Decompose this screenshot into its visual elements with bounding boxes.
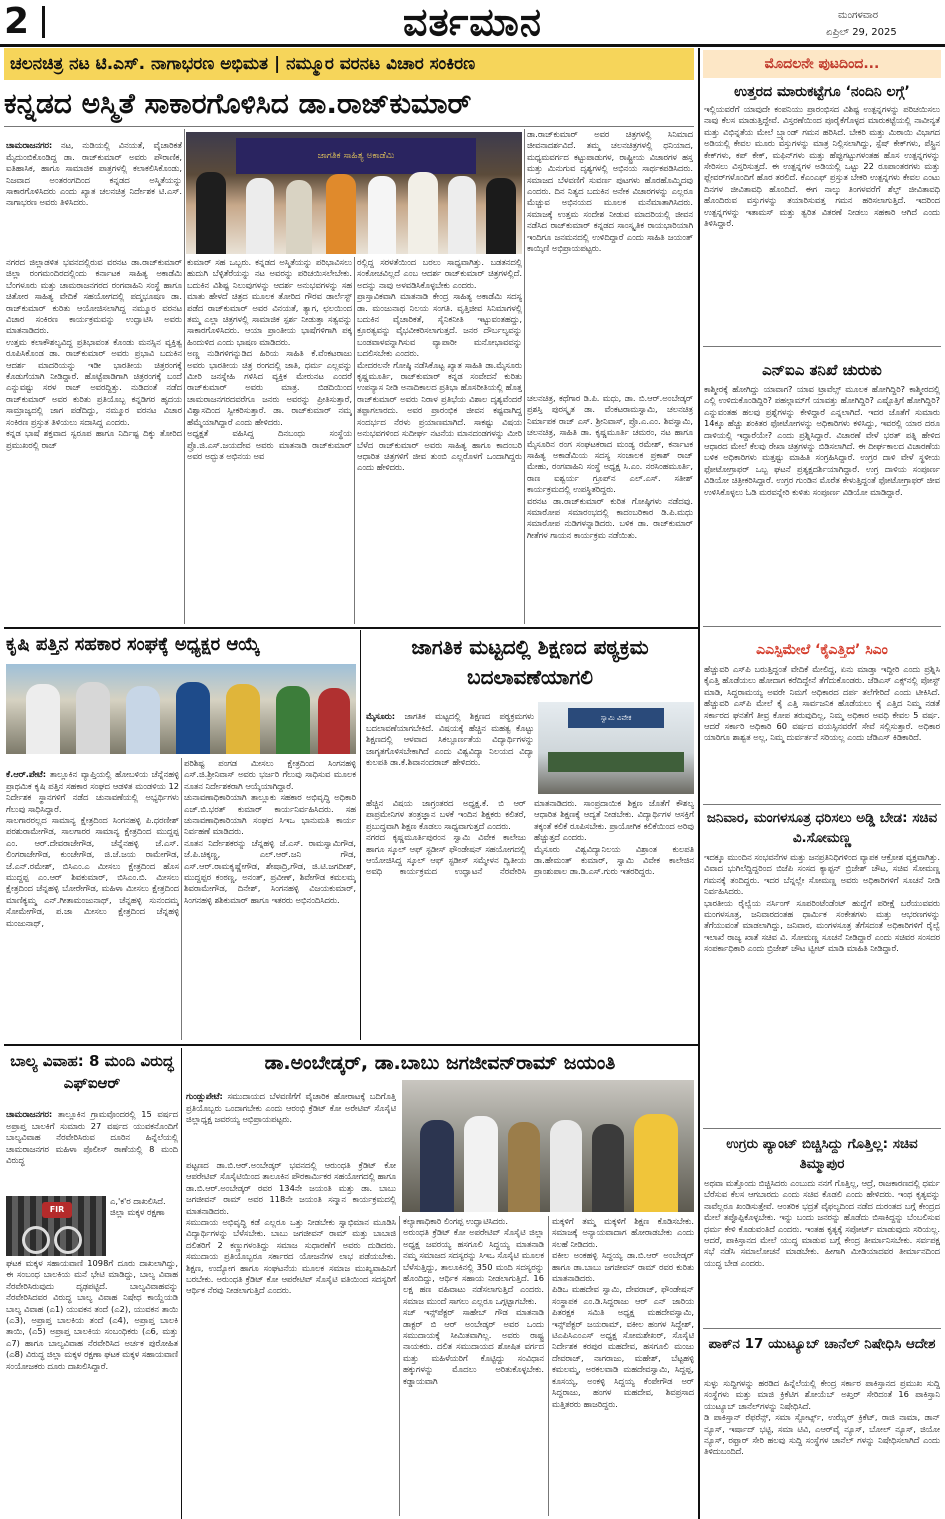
mangalsutra-headline: ಜನಿವಾರ, ಮಂಗಳಸೂತ್ರ ಧರಿಸಲು ಅಡ್ಡಿ ಬೇಡ: ಸಚಿವ ವಿ.ಸೋಮಣ್ಣ [706,810,938,846]
lead-col1b: ನಗರದ ಜಿಲ್ಲಾಡಳಿತ ಭವನದಲ್ಲಿರುವ ವರನಟ ಡಾ.ರಾಜ್‌ಕುಮಾರ್ ಜಿಲ್ಲಾ ರಂಗಮಂದಿರದಲ್ಲಿಂದು ಕರ್ನಾಟಕ ಸಾಹಿತ್ಯ ಅಕಾಡೆಮಿ ಬೆಂಗಳೂರು ಮತ್ತು ಚಾಮರಾಜನಗರದ ರಂಗವಾಹಿನಿ ಸಂಸ್ಥೆ ಹಾಗೂ ಚಿತೋರ ಸಾಹಿತ್ಯ ವೇದಿಕೆ ಸಹಯೋಗದಲ್ಲಿ ಪದ್ಮಭೂಷಣ ಡಾ. ರಾಜ್‌ಕುಮಾರ್ ಕುರಿತು ಆಯೋಜಿಸಲಾಗಿದ್ದ ನಮ್ಮೂರ ವರನಟ ವಿಚಾರ ಸಂಕಿರಣ ಕಾರ್ಯಕ್ರಮವನ್ನು ಉದ್ಘಾಟಿಸಿ ಅವರು ಮಾತನಾಡಿದರು. ಉತ್ತಮ ಕಲಾಕೌಶಲ್ಯವಿದ್ದ ಪ್ರತಿಭಾವಂತ ಕೊಂಡು ಮನಸ್ಸಿನ ವ್ಯಕ್ತಿತ್ವ ರೂಪಿಸಿಕೊಂಡ ಡಾ. ರಾಜ್‌ಕುಮಾರ್ ಅವರು ಪ್ರಭಾವಿ ಬದುಕಿನ ಆದರ್ಶ ಮಾದರಿಯನ್ನು ಇಡೀ ಭಾರತೀಯ ಚಿತ್ರರಂಗಕ್ಕೆ ಕೊಡುಗೆಯಾಗಿ ನೀಡಿದ್ದಾರೆ. ಹೊಟ್ಟೆಪಾಡಿಗಾಗಿ ಚಿತ್ರರಂಗಕ್ಕೆ ಬಂದೆ ಎನ್ನುವಷ್ಟು ಸರಳ ರಾಜ್ ಅವರದ್ದಿತ್ತು. ನುಡಿದಂತೆ ನಡೆದ ರಾಜ್‌ಕುಮಾರ್ ಅವರ ಕುರಿತು ಪ್ರತಿಯೊಬ್ಬ ಕನ್ನಡಿಗರ ಹೃದಯ ಸಾಮ್ರಾಜ್ಯದಲ್ಲಿ ಜಾಗ ಪಡೆದಿದ್ದು, ನಮ್ಮೂರ ವರನಟ ವಿಚಾರ ಸಂಕಿರಣ ಪ್ರಸ್ತುತ ತಿಳಿಯಲು ಸದಾಸಿದ್ದ ಎಂದರು. ಕನ್ನಡ ಭಾಷೆ ಶಕ್ತವಾದ ಸ್ವರೂಪ ಹಾಗೂ ನಿರ್ದಿಷ್ಟ ದಿಕ್ಕು ತೋರಿದ ಪ್ರಮುಖರಲ್ಲಿ ರಾಜ್ [6,257,182,450]
person-figure [592,1124,624,1212]
lead-photo [186,132,522,254]
col-rule [184,129,185,624]
col-rule [354,257,355,624]
youtube-body: ಸುಳ್ಳು ಸುದ್ದಿಗಳನ್ನು ಹರಡಿದ ಹಿನ್ನೆಲೆಯಲ್ಲಿ ಕೇಂದ್ರ ಸರ್ಕಾರ ಪಾಕಿಸ್ತಾನದ ಪ್ರಮುಖ ಸುದ್ದಿ ಸಂಸ್ಥೆಗಳು ಮತ್ತು ಮಾಜಿ ಕ್ರಿಕೆಟಿಗ ಶೋಯೆಬ್ ಅಖ್ತರ್ ಸೇರಿದಂತೆ 16 ಪಾಕಿಸ್ತಾನಿ ಯುಟ್ಯೂಬ್ ಚಾನೆಲ್‌ಗಳನ್ನು ನಿಷೇಧಿಸಿದೆ. ಡಿ ಪಾಕಿಸ್ತಾನ್ ರೆಫರೆನ್ಸ್, ಸಮಾ ಸ್ಪೋರ್ಟ್ಸ್, ಉಝೈರ್ ಕ್ರಿಕೆಟ್, ರಾಜಿ ನಾಮಾ, ಡಾನ್ ನ್ಯೂಸ್, ಇರ್ಷಾದ್ ಭಟ್ಟಿ, ಸಮಾ ಟಿವಿ, ಎಆರ್‌ವೈ ನ್ಯೂಸ್, ಬೋಲ್ ನ್ಯೂಸ್, ಜಿಯೋ ನ್ಯೂಸ್, ರಫ್ತಾರ್ ಸೇರಿ ಹಲವು ಸುದ್ದಿ ಸಂಸ್ಥೆಗಳ ಚಾನೆಲ್ ಗಳನ್ನು ನಿಷೇಧಿಸಲಾಗಿದೆ ಎಂದು ತಿಳಿದುಬಂದಿದೆ. [704,1378,940,1457]
masthead-date: ಏಪ್ರಿಲ್ 29, 2025 [826,27,897,38]
lead-rule [4,126,694,127]
balya-body1-text: ತಾಲ್ಲೂಕಿನ ಗ್ರಾಮವೊಂದರಲ್ಲಿ 15 ವರ್ಷದ ಅಪ್ರಾಪ್ತ ಬಾಲಕಿಗೆ ಸುಮಾರು 27 ವರ್ಷದ ಯುವಕನೊಂದಿಗೆ ಬಾಲ್ಯವಿವಾಹ ನೆರವೇರಿಸಿರುವ ದೂರಿನ ಹಿನ್ನೆಲೆಯಲ್ಲಿ ಚಾಮರಾಜನಗರ ಮಹಿಳಾ ಪೊಲೀಸ್ ಠಾಣೆಯಲ್ಲಿ 8 ಮಂದಿ ವಿರುದ್ಧ [6,1109,178,1166]
person-figure [26,684,60,754]
person-figure [448,176,476,254]
person-figure [550,1120,582,1212]
person-figure [634,1114,678,1212]
col-rule [399,1216,400,1516]
shikshana-photo-banner: ಸ್ವಾಮಿ ವಿವೇಕ [568,708,664,728]
sidebar-rule [698,48,700,1519]
section-rule [703,1128,941,1129]
masthead-day: ಮಂಗಳವಾರ [838,10,879,21]
ambedkar-photo [402,1080,694,1212]
krishi-photo [6,664,356,754]
section-rule [703,804,941,805]
section-vrule [360,630,361,1040]
krishi-col1-text: ತಾಲ್ಲೂಕಿನ ವ್ಯಾಪ್ತಿಯಲ್ಲಿ ಹೋಬಳಿಯ ಚೆನ್ನೆನಹಳ್ಳಿ ಪ್ರಾಥಮಿಕ ಕೃಷಿ ಪತ್ತಿನ ಸಹಕಾರ ಸಂಘದ ಆಡಳಿತ ಮಂಡಳಿಯ 12 ನಿರ್ದೇಶಕ ಸ್ಥಾನಗಳಿಗೆ ನಡೆದ ಚುನಾವಣೆಯಲ್ಲಿ ಅಭ್ಯರ್ಥಿಗಳು ಗೆಲುವು ಸಾಧಿಸಿದ್ದಾರೆ. ಸಾಲಗಾರರಲ್ಲದ ಸಾಮಾನ್ಯ ಕ್ಷೇತ್ರದಿಂದ ಸಿಂಗನಹಳ್ಳಿ ಪಿ.ಧರಣೀಶ್ ಪರಶುರಾಮೇಗೌಡ, ಸಾಲಗಾರರ ಸಾಮಾನ್ಯ ಕ್ಷೇತ್ರದಿಂದ ಮುದ್ದಪ್ಪ ಎಂ. ಆರ್.ದೇವರಾಜೇಗೌಡ, ಚೆನ್ನೆನಹಳ್ಳಿ ಜೆ.ಎಸ್. ಲಿಂಗರಾಜೇಗೌಡ, ಕುಂಚೇಗೌಡ, ಜಿ.ಜೆ.ಜಯ ರಾಮೇಗೌಡ, ಜೆ.ಎನ್.ರಮೇಶ್, ಬಿಸಿಎಂ.ಎ ಮೀಸಲು ಕ್ಷೇತ್ರದಿಂದ ಹೊಸ ಮುದ್ದಪ್ಪ ಎಂ.ಆರ್ ಶಿವಕುಮಾರ್, ಬಿಸಿಎಂ.ಬಿ. ಮೀಸಲು ಕ್ಷೇತ್ರದಿಂದ ಚೆನ್ನಹಳ್ಳಿ ಬೋರೇಗೌಡ, ಮಹಿಳಾ ಮೀಸಲು ಕ್ಷೇತ್ರದಿಂದ ಮಾಣಿಕ್ಯಮ್ಮ ಎನ್.ಗೀತಾಮಂಜುನಾಥ್, ಚೆನ್ನಹಳ್ಳಿ ಸುನಂದಮ್ಮ ಸೋಮೇಗೌಡ, ಪ.ಜಾ ಮೀಸಲು ಕ್ಷೇತ್ರದಿಂದ ಚೆನ್ನಹಳ್ಳಿ ಮಂಜುನಾಥ್, [6,769,179,928]
nia-headline: ಎನ್‌ಐಎ ತನಿಖೆ ಚುರುಕು [762,361,882,379]
lead-col4a: ಡಾ.ರಾಜ್‌ಕುಮಾರ್ ಅವರ ಚಿತ್ರಗಳಲ್ಲಿ ಸಿನಿಮಾದ ಜೀವನಾದರ್ಶವಿದೆ. ತಮ್ಮ ಚಲನಚಿತ್ರಗಳಲ್ಲಿ ಧನಿಯಾದ, ಮಧ್ಯಮವರ್ಗದ ಕಟ್ಟುಪಾಡುಗಳ, ರಾಷ್ಟ್ರೀಯ ವಿಚಾರಗಳ ಹಸ್ತ ಮತ್ತು ಮಿನುಗುವ ದೃಶ್ಯಗಳಲ್ಲಿ ಅಭಿನಯ ಸಾರ್ಥಕಪಡಿಸಿದರು. ಸಮಾಜದ ಬೆಳವಣಿಗೆ ಸುವರ್ಣ ಪುಟಗಳು ಹೊರಹೊಮ್ಮಿದವು ಎಂದರು. ದಿನ ನಿತ್ಯದ ಬದುಕಿನ ಅನೇಕ ವಿಚಾರಗಳನ್ನು ಎಲ್ಲರೂ ಮೆಚ್ಚುವ ಅಭಿನಯದ ಮೂಲಕ ಮನೆಮಾತಾಗಿಸಿದರು. ಸಮಾಜಕ್ಕೆ ಉತ್ತಮ ಸಂದೇಶ ನೀಡುವ ಮಾದರಿಯಲ್ಲಿ ಜೀವನ ನಡೆಸಿದ ರಾಜ್‌ಕುಮಾರ್ ಕನ್ನಡದ ಸಾಂಸ್ಕೃತಿಕ ರಾಯಭಾರಿಯಾಗಿ ಇಂದಿಗೂ ಜನಮನದಲ್ಲಿ ಉಳಿದಿದ್ದಾರೆ ಎಂದು ಸಾಹಿತಿ ಜಯಂತ್ ಕಾಯ್ಕಿಣಿ ಅಭಿಪ್ರಾಯಪಟ್ಟರು. [527,129,693,254]
ambedkar-col2: ಕಲ್ಯಾಣಾಧಿಕಾರಿ ಲಿಂಗಪ್ಪ ಉದ್ಘಾಟಿಸಿದರು. ಅರುಂಧತಿ ಕ್ರೆಡಿಟ್ ಕೋ ಅಪರೇಟಿವ್ ಸೊಸೈಟಿ ಜಿಲ್ಲಾ ಅಧ್ಯಕ್ಷ ಜವರಯ್ಯ ಹಸಗೂಲಿ ಸಿದ್ದಯ್ಯ ಮಾತನಾಡಿ ನಮ್ಮ ಸಮಾಜದ ಸದಸ್ಯರನ್ನು ಸಿಇಒ ಸೊಸೈಟಿ ಮೂಲಕ ಬೆಳೆಸುತ್ತಿದ್ದು, ತಾಲೂಕಿನಲ್ಲಿ 350 ಮಂದಿ ಸದಸ್ಯರನ್ನು ಹೊಂದಿದ್ದು, ಆರ್ಥಿಕ ಸಹಾಯ ನೀಡಲಾಗುತ್ತಿದೆ. 16 ಲಕ್ಷ ಹಣ ವಹಿವಾಟು ನಡೆಸಲಾಗುತ್ತಿದೆ ಎಂದರು. ಸಮಾಜ ಮುಂದೆ ಸಾಗಲು ಎಲ್ಲರೂ ಒಗ್ಗಟ್ಟಾಗಬೇಕು. ಸಚ್ ಇನ್ಸ್‌ಪೆಕ್ಟರ್ ಸಾಹೇಬ್ ಗೌಡ ಮಾತನಾಡಿ ಡಾಕ್ಟರ್ ಬಿ ಆರ್ ಅಂಬೇಡ್ಕರ್ ಅವರ ಒಂದು ಸಮುದಾಯಕ್ಕೆ ಸೀಮಿತವಾಗಿಲ್ಲ. ಅವರು ರಾಷ್ಟ್ರ ನಾಯಕರು. ದಲಿತ ಸಮುದಾಯದ ಶೋಷಿತ ವರ್ಗದ ಮತ್ತು ಮಹಿಳೆಯರಿಗೆ ಕೊಟ್ಟಿದ್ದು ಸಂವಿಧಾನ ಹಕ್ಕುಗಳನ್ನು ಮೊದಲು ಅರಿತುಕೊಳ್ಳಬೇಕು. ಕಡ್ಡಾಯವಾಗಿ [403,1216,544,1386]
person-figure [246,178,274,254]
shikshana-body: ಹೆಚ್ಚಿನ ವಿಷಯ ಜಾಗ್ರಂತರದ ಅಧ್ಯಕ್ಷ.ಕೆ. ಬಿ ಆರ್ ಪಾಪ್ರಮೇನಿಗಳ ತಂತ್ರಜ್ಞಾನ ಬಳಕೆ ಇಂದಿನ ಶಿಕ್ಷಕರು ಕಲಿತರೆ, ಪ್ರಬುದ್ಧವಾಗಿ ಶಿಕ್ಷಣ ಕೊಡಲು ಸಾಧ್ಯವಾಗುತ್ತದೆ ಎಂದರು. ನಗರದ ಕೃಷ್ಣಮೂರ್ತಿಪುರಂನ ಸ್ವಾಮಿ ವಿವೇಕ ಕಾಲೇಜು ಹಾಗೂ ಸ್ಕೂಲ್ ಆಫ್ ಸ್ಟಡೀಸ್ ಫೌಂಡೇಷನ್ ಸಹಯೋಗದಲ್ಲಿ ಆಯೋಜಿಸಿದ್ದ ಸ್ಕೂಲ್ ಆಫ್ ಸ್ಟಡೀಸ್ ಸಮ್ಮೇಳನ ದ್ವಿತೀಯ ಅವಧಿ ಕಾರ್ಯಕ್ರಮದ ಉದ್ಘಾಟನೆ ನೆರವೇರಿಸಿ ಮಾತನಾಡಿದರು. ಸಾಂಪ್ರದಾಯಿಕ ಶಿಕ್ಷಣ ಜೊತೆಗೆ ಕೌಶಲ್ಯ ಆಧಾರಿತ ಶಿಕ್ಷಣಕ್ಕೆ ಆದ್ಯತೆ ನೀಡಬೇಕು. ವಿದ್ಯಾರ್ಥಿಗಳ ಆಸಕ್ತಿಗೆ ತಕ್ಕಂತೆ ಕಲಿಕೆ ರೂಪಿಸಬೇಕು. ಪ್ರಾಯೋಗಿಕ ಕಲಿಕೆಯಿಂದ ಅರಿವು ಹೆಚ್ಚುತ್ತದೆ ಎಂದರು. ಮೈಸೂರು ವಿಶ್ವವಿದ್ಯಾನಿಲಯ ವಿಶ್ರಾಂತ ಕುಲಪತಿ ಡಾ.ಹೇಮಂತ್ ಕುಮಾರ್, ಸ್ವಾಮಿ ವಿವೇಕ ಕಾಲೇಜಿನ ಪ್ರಾಂಶುಪಾಲ ಡಾ.ಡಿ.ಎಸ್.ಗುರು ಇತರರಿದ್ದರು. [366,798,694,877]
ambedkar-intro [186,1080,396,1158]
balya-headline: ಬಾಲ್ಯ ವಿವಾಹ: 8 ಮಂದಿ ವಿರುದ್ಧ ಎಫ್‌ಐಆರ್ [10,1052,174,1092]
masthead-title: ವರ್ತಮಾನ [403,0,542,44]
lead-photo-banner: ಜಾಗತಿಕ ಸಾಹಿತ್ಯ ಅಕಾಡೆಮಿ [236,138,476,174]
lead-col1a [6,129,182,255]
col-rule [181,758,182,1040]
person-figure [464,1116,498,1212]
person-figure [326,174,356,254]
mangalsutra-body: ಇದಕ್ಕೂ ಮುಂದಿನ ಸಂಭವನೆಗಳ ಮತ್ತು ಜನಪ್ರತಿನಿಧಿಗಳಿಂದ ವ್ಯಾಪಕ ಆಕ್ರೋಶ ವ್ಯಕ್ತವಾಗಿತ್ತು. ವಿವಾದ ಭುಗಿಲೆದ್ದಿದ್ದರಿಂದ ಬಿಜೆಪಿ ಸಂಸದ ಕ್ಯಾಪ್ಟನ್ ಬ್ರಿಜೇಶ್ ಚೌಟ, ಸಚಿವ ಸೋಮಣ್ಣ ಗಮನಕ್ಕೆ ತಂದಿದ್ದರು. ಇದರ ಬೆನ್ನಲ್ಲೇ ಸೋಮಣ್ಣ ಅವರು ಅಧಿಕಾರಿಗಳಿಗೆ ಸೂಚನೆ ನೀಡಿ ನಿರ್ವಹಿಸಿದರು. ಭಾರತೀಯ ರೈಲ್ವೆಯ ನರ್ಸಿಂಗ್ ಸೂಪರಿಂಟೆಂಡೆಂಟ್ ಹುದ್ದೆಗೆ ಪರೀಕ್ಷೆ ಬರೆಯುವವರು ಮಂಗಳಸೂತ್ರ, ಜನಿವಾರದಂತಹ ಧಾರ್ಮಿಕ ಸಂಕೇತಗಳು ಮತ್ತು ಆಭರಣಗಳನ್ನು ತೆಗೆಯುವಂತೆ ಮಾಡಲಾಗಿದ್ದು, ಜನಿವಾರ, ಮಂಗಳಸೂತ್ರ ತೆಗೆಸದಂತೆ ಅಧಿಕಾರಿಗಳಿಗೆ ರೈಲ್ವೆ ಇಲಾಖೆ ರಾಜ್ಯ ಖಾತೆ ಸಚಿವ ವಿ. ಸೋಮಣ್ಣ ಸೂಚನೆ ನೀಡಿದ್ದಾರೆ ಎಂದು ಸಚಿವರ ಸಂಸದರ ಸಂಪರ್ಕಾಧಿಕಾರಿ ಎಂದು ಬ್ರಿಜೇಶ್ ಚೌಟ ಟ್ವೀಟ್ ಮಾಡಿ ಮಾಹಿತಿ ನೀಡಿದ್ದಾರೆ. [704,852,940,954]
handcuff-icon [54,1226,82,1254]
krishi-col2: ಪರಿಶಿಷ್ಟ ಪಂಗಡ ಮೀಸಲು ಕ್ಷೇತ್ರದಿಂದ ಸಿಂಗನಹಳ್ಳಿ ಎಸ್.ಜಿ.ಶ್ರೀನಿವಾಸ್ ಅವರು ಭರ್ಜರಿ ಗೆಲುವು ಸಾಧಿಸುವ ಮೂಲಕ ನೂತನ ನಿರ್ದೇಶಕರಾಗಿ ಆಯ್ಕೆಯಾಗಿದ್ದಾರೆ. ಚುನಾವಣಾಧಿಕಾರಿಯಾಗಿ ತಾಲ್ಲೂಕು ಸಹಕಾರ ಅಭಿವೃದ್ಧಿ ಅಧಿಕಾರಿ ಎಚ್.ಬಿ.ಭರತ್ ಕುಮಾರ್ ಕಾರ್ಯನಿರ್ವಹಿಸಿದರು. ಸಹ ಚುನಾವಣಾಧಿಕಾರಿಯಾಗಿ ಸಂಘದ ಸಿಇಒ ಭಾನುಮತಿ ಕಾರ್ಯ ನಿರ್ವಹಣೆ ಮಾಡಿದರು. ನೂತನ ನಿರ್ದೇಶಕರನ್ನು ಚೆನ್ನಹಳ್ಳಿ ಜೆ.ಎಸ್. ರಾಮಸ್ವಾಮಿಗೌಡ, ಜೆ.ಪಿ.ಚಿಕ್ಕಣ್ಣ, ಎಲ್.ಆರ್.ಜನಿ ಗೌಡ, ಎಸ್.ಆರ್.ರಾಮಕೃಷ್ಣೇಗೌಡ, ಶೇಷಾದ್ರಿ,ಗೌಡ, ಜಿ.ಟಿ.ಜಗದೀಶ್, ಮುದ್ದಪ್ಪರ ಕಂಠಣ್ಣ, ಅನಂತ್, ಪ್ರವೀಣ್, ಶಿವೇಗೌಡ ಕಮಲಮ್ಮ ಶಿವರಾಮೇಗೌಡ, ದಿನೇಶ್, ಸಿಂಗನಹಳ್ಳಿ ವಿಜಯಕುಮಾರ್, ಸಿಂಗನಹಳ್ಳಿ ಶಶಿಕುಮಾರ್ ಹಾಗೂ ಇತರರು ಅಭಿನಂದಿಸಿದರು. [184,758,356,905]
lead-col4b: ಚಲನಚಿತ್ರ, ಕಥೆಗಾರ ಡಿ.ಪಿ. ಮಧು, ಡಾ. ಬಿ.ಆರ್.ಅಂಬೇಡ್ಕರ್ ಪ್ರಶಸ್ತಿ ಪುರಸ್ಕೃತ ಡಾ. ವೆಂಕಟರಾಮಸ್ವಾಮಿ, ಚಲನಚಿತ್ರ ನಿರ್ಮಾಪಕ ರಾಜ್ ಎಸ್. ಶ್ರೀನಿವಾಸ್, ಪ್ರೊ.ಎ.ಎಂ. ಶಿವಸ್ವಾಮಿ, ಚಲನಚಿತ್ರ, ಸಾಹಿತಿ ಡಾ. ಕೃಷ್ಣಮೂರ್ತಿ ಚಮರಂ, ನಟ ಹಾಗೂ ಮೈಸೂರಿನ ರಂಗ ಸಂಘಟಕರಾದ ಮಂಡ್ಯ ರಮೇಶ್, ಕರ್ನಾಟಕ ಸಾಹಿತ್ಯ ಅಕಾಡೆಮಿಯ ಸದಸ್ಯ ಸಂಚಾಲಕ ಪ್ರಕಾಶ್ ರಾಜ್ ಮೇಹು, ರಂಗವಾಹಿನಿ ಸಂಸ್ಥೆ ಅಧ್ಯಕ್ಷ ಸಿ.ಎಂ. ನರಸಿಂಹಮೂರ್ತಿ, ರಾಣ ಐಶ್ವರ್ಯ ಗ್ರೂಪ್‌ನ ಎಲ್.ಎಸ್. ಸತೀಶ್ ಕಾರ್ಯಕ್ರಮದಲ್ಲಿ ಉಪಸ್ಥಿತರಿದ್ದರು. ವರನಟ ಡಾ.ರಾಜ್‌ಕುಮಾರ್ ಕುರಿತ ಗೋಷ್ಠಿಗಳು ನಡೆದವು. ಸಮಾರೋಪ ಸಮಾರಂಭದಲ್ಲಿ ಕಾದಂಬರಿಕಾರ ಡಿ.ಪಿ.ಮಧು ಸಮಾರೋಪ ನುಡಿಗಳನ್ನಾಡಿದರು. ಬಳಿಕ ಡಾ. ರಾಜ್‌ಕುಮಾರ್ ಗೀತೆಗಳ ಗಾಯನ ಕಾರ್ಯಕ್ರಮ ನಡೆಯಿತು. [527,393,693,540]
krishi-headline: ಕೃಷಿ ಪತ್ತಿನ ಸಹಕಾರ ಸಂಘಕ್ಕೆ ಅಧ್ಯಕ್ಷರ ಆಯ್ಕೆ [6,634,260,655]
shikshana-intro-text: ಜಾಗತಿಕ ಮಟ್ಟದಲ್ಲಿ ಶಿಕ್ಷಣದ ಪಠ್ಯಕ್ರಮಗಳು ಬದಲಾವಣೆಯಾಗಬೇಕಿದೆ. ವಿಷಯಕ್ಕೆ ಹೆಚ್ಚಿನ ಮಹತ್ವ ಕೊಟ್ಟು ಶಿಕ್ಷಣದಲ್ಲಿ ಆಳವಾದ ಸಿಕಲ್ಪೂರ್ಣತೆಯ ವಿದ್ಯಾರ್ಥಿಗಳನ್ನು ಜಾಗೃತಗೊಳಿಸಬೇಕಾಗಿದೆ ಎಂದು ವಿಶ್ವವಿದ್ಯಾ ನಿಲಯದ ವಿದ್ಯಾ ಕುಲಪತಿ ಡಾ.ಕೆ.ಶಿವಾನಂದರಾಜ್ ಹೇಳಿದರು. [366,711,534,768]
lead-col1a-text: ನಟ, ನುಡಿಯಲ್ಲಿ ವಿನಯತೆ, ವೈಚಾರಿಕತೆ ಮೈದುಂಬಿಕೊಂಡಿದ್ದ ಡಾ. ರಾಜ್‌ಕುಮಾರ್ ಅವರು ಪೌರಾಣಿಕ, ಐತಿಹಾಸಿಕ, ಹಾಗೂ ಸಾಮಾಜಿಕ ಪಾತ್ರಗಳಲ್ಲಿ ಕಲಾಕಲಿಸಿಕೊಂಡು, ನಿಜವಾದ ಅಂತರಂಗದಿಂದ ಕನ್ನಡದ ಅಸ್ಮಿತೆಯನ್ನು ಸಾಕಾರಗೊಳಿಸಿದರು ಎಂದು ಖ್ಯಾತ ಚಲನಚಿತ್ರ ನಿರ್ದೇಶಕ ಟಿ.ಎಸ್. ನಾಗಾಭರಣ ಅವರು ತಿಳಿಸಿದರು. [6,140,182,208]
cm-headline: ಎಎಸ್ಪಿಮೇಲೆ ‘ಕೈಎತ್ತಿದ’ ಸಿಎಂ [756,642,888,658]
section-vrule [181,1048,182,1519]
shikshana-photo [538,702,694,794]
person-figure [276,686,310,754]
person-figure [226,684,260,754]
shikshana-dateline: ಮೈಸೂರು: [366,711,396,722]
person-figure [408,172,438,254]
person-figure [196,172,226,254]
balya-body1 [6,1098,178,1194]
balya-body2: ಘಟಕ ಮಕ್ಕಳ ಸಹಾಯವಾಣಿ 1098ಗೆ ದೂರು ದಾಖಲಾಗಿದ್ದು, ಈ ಸಂಬಂಧ ಬಾಲಕಿಯ ಮನೆ ಭೇಟಿ ಮಾಡಿದ್ದು, ಬಾಲ್ಯ ವಿವಾಹ ನೆರವೇರಿಸಿರುವುದು ದೃಢಪಟ್ಟಿದೆ. ಬಾಲ್ಯವಿವಾಹವನ್ನು ನೆರವೇರಿಸಿದವರ ವಿರುದ್ಧ ಬಾಲ್ಯ ವಿವಾಹ ನಿಷೇಧ ಕಾಯ್ದೆಯಡಿ ಬಾಲ್ಯ ವಿವಾಹ (ಎ1) ಯುವಕನ ತಂದೆ (ಎ2), ಯುವಕನ ತಾಯಿ (ಎ3), ಅಪ್ರಾಪ್ತ ಬಾಲಕಿಯ ತಂದೆ (ಎ4), ಅಪ್ರಾಪ್ತ ಬಾಲಕಿ ತಾಯಿ, (ಎ5) ಅಪ್ರಾಪ್ತ ಬಾಲಕಿಯ ಸಂಬಂಧಿಕರು (ಎ6, ಮತ್ತು ಎ7) ಹಾಗೂ ಬಾಲ್ಯವಿವಾಹ ನೆರವೇರಿಸಿದ ಅರ್ಚಕ ಪುರೋಹಿತ (ಎ8) ವಿರುದ್ಧ ಜಿಲ್ಲಾ ಮಕ್ಕಳ ರಕ್ಷಣಾ ಘಟಕ ಮಕ್ಕಳ ಸಹಾಯವಾಣಿ ಸಂಯೋಜಕರು ದೂರು ದಾಖಲಿಸಿದ್ದಾರೆ. [6,1258,178,1371]
shikshana-headline: ಜಾಗತಿಕ ಮಟ್ಟದಲ್ಲಿ ಶಿಕ್ಷಣದ ಪಠ್ಯಕ್ರಮ ಬದಲಾವಣೆಯಾಗಲಿ [411,635,649,689]
sidebar-kicker: ಮೊದಲನೇ ಪುಟದಿಂದ... [703,50,941,78]
person-figure [508,1122,540,1212]
section-rule [703,1328,941,1329]
nia-body: ಕಾಶ್ಮೀರಕ್ಕೆ ಹೋಗಿದ್ದು ಯಾವಾಗ? ಯಾವ ಟ್ರಾವೆಲ್ಸ್ ಮೂಲಕ ಹೋಗಿದ್ದಿರಿ? ಕಾಶ್ಮೀರದಲ್ಲಿ ಎಲ್ಲಿ ಉಳಿದುಕೊಂಡಿದ್ದಿರಿ? ಪಹಲ್ಗಾಮ್‌ಗೆ ಯಾವತ್ತು ಹೋಗಿದ್ದಿರಿ? ಎಷ್ಟೊತ್ತಿಗೆ ಹೋಗಿದ್ದಿರಿ? ಎನ್ನುವಂತಹ ಹಲವು ಪ್ರಶ್ನೆಗಳನ್ನು ಕೇಳಿದ್ದಾರೆ ಎನ್ನಲಾಗಿದೆ. ಇದರ ಜೊತೆಗೆ ಸುಮಾರು 14ಕ್ಕೂ ಹೆಚ್ಚು ಶಂಕಿತರ ಫೋಟೋಗಳನ್ನು ಅಧಿಕಾರಿಗಳು ಕಳಿಸಿದ್ದು, ಇವರಲ್ಲಿ ಯಾರ ದರೂ ದಾಳಿಯಲ್ಲಿ ಇದ್ದಾರೆಯೇ? ಎಂದು ಪ್ರಶ್ನಿಸಿದ್ದಾರೆ. ವಿಚಾರಣೆ ವೇಳೆ ಭರತ್ ಪತ್ನಿ ಹೇಳಿದ ಆಧಾರದ ಮೇಲೆ ಕೆಲವು ರೇಖಾ ಚಿತ್ರಗಳನ್ನು ಬಿಡಿಸಲಾಗಿದೆ. ಈ ದೀರ್ಘಕಾಲದ ವಿಚಾರಣೆಯ ಬಳಿಕ ಅಧಿಕಾರಿಗಳು ಮತ್ತಷ್ಟು ಮಾಹಿತಿ ಸಂಗ್ರಹಿಸಿದ್ದಾರೆ. ಉಗ್ರರ ದಾಳಿ ವೇಳೆ ಸ್ಥಳೀಯ ಫೋಟೋಗ್ರಾಫರ್ ಒಬ್ಬ ಘಟನೆ ಪ್ರತ್ಯಕ್ಷದರ್ಶಿಯಾಗಿದ್ದಾರೆ. ಉಗ್ರ ದಾಳಿಯ ಸಂಪೂರ್ಣ ವಿಡಿಯೋ ಚಿತ್ರೀಕರಿಸಿದ್ದಾರೆ. ಉಗ್ರರ ಗುಂಡಿನ ಮೊರೆತ ಕೇಳುತ್ತಿದ್ದಂತೆ ಫೋಟೋಗ್ರಾಫರ್ ಜೀವ ಉಳಿಸಿಕೊಳ್ಳಲು ಓಡಿ ಮರವನ್ನೇರಿ ಕುಳಿತು ಸಂಪೂರ್ಣ ವಿಡಿಯೋ ಮಾಡಿದ್ದಾರೆ. [704,384,940,497]
handcuff-icon [22,1226,50,1254]
youtube-headline: ಪಾಕ್‌ನ 17 ಯುಟ್ಯೂಬ್ ಚಾನೆಲ್ ನಿಷೇಧಿಸಿ ಆದೇಶ [708,1336,936,1352]
lead-dateline: ಚಾಮರಾಜನಗರ: [6,140,53,151]
page-number-divider [42,6,45,38]
balya-body1b: ಎ,'ಕ'ರ ದಾಖಲಿಸಿದೆ. ಜಿಲ್ಲಾ ಮಕ್ಕಳ ರಕ್ಷಣಾ [110,1196,166,1218]
fir-illustration [6,1196,106,1256]
person-figure [286,180,312,254]
ambedkar-col1: ಪಟ್ಟಣದ ಡಾ.ಬಿ.ಆರ್.ಅಂಬೇಡ್ಕರ್ ಭವನದಲ್ಲಿ ಆರುಂಧತಿ ಕ್ರೆಡಿಟ್ ಕೋ ಆಪರೇಟಿವ್ ಸೊಸೈಟಿಯಿಂದ ತಾಲೂಕಿನ ಪೌರಕಾರ್ಮಿಕರ ಸಹಯೋಗದಲ್ಲಿ ಹಾಗೂ ಡಾ.ಬಿ.ಆರ್.ಅಂಬೇಡ್ಕರ್ ರವರ 134ನೇ ಜಯಂತಿ ಮತ್ತು ಡಾ. ಬಾಬು ಜಗಜೀವನ್ ರಾಮ್ ಅವರ 118ನೇ ಜಯಂತಿ ಸನ್ಮಾನ ಕಾರ್ಯಕ್ರಮದಲ್ಲಿ ಮಾತನಾಡಿದರು. ಸಮುದಾಯ ಅಭಿವೃದ್ಧಿ ಕಡೆ ಎಲ್ಲರೂ ಒತ್ತು ನೀಡಬೇಕು ಸ್ವಾಭಿಮಾನ ಮೂಡಿಸಿ ವಿದ್ಯಾರ್ಥಿಗಳನ್ನು ಬೆಳೆಸಬೇಕು. ಬಾಬು ಜಗಜೀವನ್ ರಾಮ್ ಮತ್ತು ಬಾಬಾಜಿ ದಲಿತರಿಗೆ 2 ಕಣ್ಣುಗಳಂತಿದ್ದು ಸಮಾಜ ಸುಧಾರಣೆಗೆ ಅವರು ದುಡಿದರು. ಸಮುದಾಯ ಪ್ರತಿಯೊಬ್ಬರೂ ಸರ್ಕಾರದ ಯೋಜನೆಗಳ ಲಾಭ ಪಡೆಯಬೇಕು. ಶಿಕ್ಷಣ, ಉದ್ಯೋಗ ಹಾಗೂ ಸಂಘಟನೆಯ ಮೂಲಕ ಸಮಾಜ ಮುಖ್ಯವಾಹಿನಿಗೆ ಬರಬೇಕು. ಅರುಂಧತಿ ಕ್ರೆಡಿಟ್ ಕೋ ಆಪರೇಟಿವ್ ಸೊಸೈಟಿ ವತಿಯಿಂದ ಸದಸ್ಯರಿಗೆ ಆರ್ಥಿಕ ನೆರವು ನೀಡಲಾಗುತ್ತಿದೆ ಎಂದರು. [186,1160,396,1296]
person-figure [368,176,396,254]
ambedkar-col3: ಮಕ್ಕಳಿಗೆ ತಮ್ಮ ಮಕ್ಕಳಿಗೆ ಶಿಕ್ಷಣ ಕೊಡಿಸಬೇಕು. ಸಮಾಜಕ್ಕೆ ಅನ್ಯಾಯವಾದಾಗ ಹೋರಾಡಬೇಕು ಎಂದು ಸಲಹೆ ನೀಡಿದರು. ವಕೀಲ ಅಂಕಹಳ್ಳಿ ಸಿದ್ದಯ್ಯ ಡಾ.ಬಿ.ಆರ್ ಅಂಬೇಡ್ಕರ್ ಹಾಗೂ ಡಾ.ಬಾಬು ಜಗಜೀವನ್ ರಾಮ್ ರವರ ಕುರಿತು ಮಾತನಾಡಿದರು. ಪಿಡಿಒ ಮಹದೇವ ಸ್ವಾಮಿ, ದೇವರಾಜ್, ಫೌಂಡೇಷನ್ ಸಂಸ್ಥಾಪಕ ಎಂ.ಡಿ.ಸಿದ್ದರಾಜು ಆರ್ ಎನ್ ಜಾರಿಯ ಪಿತರಕ್ಷಕ ಸಮಿತಿ ಅಧ್ಯಕ್ಷ ಮಹದೇವಸ್ವಾಮಿ, ಇನ್ಸ್‌ಪೆಕ್ಟರ್ ಜಯರಾಮ್, ವಕೀಲ ಹಂಗಳ ಸಿದ್ದೇಶ್, ಟಿಎಪಿಸಿಎಂಎಸ್ ಅಧ್ಯಕ್ಷ ಸೋಮಶೇಖರ್, ಸೊಸೈಟಿ ನಿರ್ದೇಶಕ ಕರಪುರ ಮಹದೇವ, ಹಸಗೂಲಿ ಮಂಜು ದೇವರಾಜ್, ನಾಗರಾಜು, ಮಹೇಶ್, ಬೆಟ್ಟಹಳ್ಳಿ ಕಮಲಮ್ಮ, ಅರಕಲವಾಡಿ ಮಹದೇವಸ್ವಾಮಿ, ಸಿದ್ದಪ್ಪ, ಕೂಸಯ್ಯ, ಅಂಕಳ್ಳಿ ಸಿದ್ದಯ್ಯ ಕೆಂಪೇಗೌಡ ಅರ್ ಸಿದ್ದರಾಜು, ಹಂಗಳ ಮಹದೇವ, ಶಿವಪ್ರಸಾದ ಮತ್ತಿತರರು ಹಾಜರಿದ್ದರು. [552,1216,694,1409]
balya-dateline: ಚಾಮರಾಜನಗರ: [6,1109,53,1120]
krishi-dateline: ಕೆ.ಆರ್.ಪೇಟೆ: [6,769,47,780]
lead-col2: ಕುಮಾರ್ ಸಹ ಒಬ್ಬರು. ಕನ್ನಡದ ಅಸ್ಮಿತೆಯನ್ನು ಪರಿಭಾವಿಸಲು ಹುದುಗಿ ಬೆಳ್ಳಿತೆರೆಯನ್ನು ನಟ ಅವರನ್ನು ಪರಿಚಯಿಸಲೇಬೇಕು. ಬದುಕಿನ ವಿಶಿಷ್ಟ ನಿಲುವುಗಳನ್ನು ಆದರ್ಶ ಅನುಭವಗಳನ್ನು ಸಹ ಮಾತು ಹೇಳದೆ ಚಿತ್ರದ ಮೂಲಕ ತೋರಿದ ಗೌರವ ಡಾರ್ಲೆಸ್ಟ್ ಪಡೆದ ರಾಜ್‌ಕುಮಾರ್ ಅವರ ವಿನಯತೆ, ತ್ಯಾಗ, ಛಲಯಿಂದ ತಮ್ಮ ಎಲ್ಲಾ ಚಿತ್ರಗಳಲ್ಲಿ ಸಾಮಾಜಿಕ ಸ್ಪರ್ಶ ನೀಡುತ್ತಾ ಸತ್ವವನ್ನು ಸಾಕಾರಗೊಳಿಸಿದರು. ಆಯಾ ಪ್ರಾಂತೀಯ ಭಾಷೆಗಳಿಗಾಗಿ ಪಕ್ಕ ಹಿಂದುಳಿದ ಎಂದು ಭಾಷಣ ಮಾಡಿದರು. ಅಣ್ಣ ನುಡಿಗಳಿಗನ್ನುಡಿದ ಹಿರಿಯ ಸಾಹಿತಿ ಕೆ.ವೆಂಕಟರಾಜು ಅವರು ಭಾರತೀಯ ಚಿತ್ರ ರಂಗದಲ್ಲಿ ಜಾತಿ, ಧರ್ಮ ಎಲ್ಲವನ್ನು ಮೀರಿ ಜನಸ್ನೇಹಿ ಗಳಿಸಿದ ವ್ಯಕ್ತಿಕ ಮೇರುನಟ ಎಂದರೆ ರಾಜ್‌ಕುಮಾರ್ ಅವರು ಮಾತ್ರ. ಬಿಡದಿಯಿಂದ ಚಾಮರಾಜನಗರದವರೆಗೂ ಜನರು ಅವರನ್ನು ಪ್ರೀತಿಸುತ್ತಾರೆ, ವಿಶ್ವಾಸದಿಂದ ಸ್ವೀಕರಿಸುತ್ತಾರೆ. ಡಾ. ರಾಜ್‌ಕುಮಾರ್ ನಮ್ಮ ಹೆಮ್ಮೆಯಾಗಿದ್ದಾರೆ ಎಂದು ಹೇಳಿದರು. ಅಧ್ಯಕ್ಷತೆ ವಹಿಸಿದ್ದ ದಿನಬಂಧು ಸಂಸ್ಥೆಯ ಪ್ರೊ.ಜಿ.ಎಸ್.ಜಯದೇವ ಅವರು ಮಾತನಾಡಿ ರಾಜ್‌ಕುಮಾರ್ ಅವರ ಅದ್ಭುತ ಅಭಿನಯ ಅವ [187,257,352,461]
person-figure [318,688,350,754]
section-rule [703,626,941,627]
ugra-headline: ಉಗ್ರರು ಪ್ಯಾಂಟ್ ಬಿಚ್ಚಿಸಿದ್ದು ಗೊತ್ತಿಲ್ಲ: ಸಚಿವ ತಿಮ್ಮಾಪುರ [726,1136,918,1172]
fir-label: FIR [42,1202,72,1218]
person-figure [486,178,516,254]
ambedkar-intro-text: ಸಮುದಾಯದ ಬೆಳವಣಿಗೆಗೆ ವೈಚಾರಿಕ ಹೋರಾಟಕ್ಕೆ ಬದಿಗೊತ್ತಿ ಪ್ರತಿಯೊಬ್ಬರು ಒಂದಾಗಬೇಕು ಎಂದು ಆರಂಭಿ ಕ್ರೆಡಿಟ್ ಕೋ ಅರೇಟಿವ್ ಸೊಸೈಟಿ ಜಿಲ್ಲಾಧ್ಯಕ್ಷ ಜವರಯ್ಯ ಅಭಿಪ್ರಾಯಪಟ್ಟರು. [186,1091,396,1125]
col-rule [524,129,525,624]
cm-body: ಹೆಚ್ಚುವರಿ ಎಸ್‌ಪಿ ಬರುತ್ತಿದ್ದಂತೆ ವೇದಿಕೆ ಮೇಲಿದ್ದ, ಏನು ಮಾಡ್ತಾ ಇದ್ದೀರಿ ಎಂದು ಪ್ರಶ್ನಿಸಿ ಕೈಎತ್ತಿ ಹೊಡೆಯಲು ಹೋದಾಗ ಕರೆದಿದ್ದೇನೆ ತೆಗೆದುಕೊಂಡರು. ಜೆಡಿಎಸ್ ಎಕ್ಸ್‌ನಲ್ಲಿ ಪೋಸ್ಟ್ ಮಾಡಿ, ಸಿದ್ದರಾಮಯ್ಯ ಅವರೇ ನಿಮಗೆ ಅಧಿಕಾರದ ದರ್ಪ ತಲೆಗೇರಿದೆ ಎಂದು ಟೀಕಿಸಿದೆ. ಹೆಚ್ಚುವರಿ ಎಸ್‌ಪಿ ಮೇಲೆ ಕೈ ಎತ್ತಿ ಸಾರ್ವಜನಿಕ ಹೊಡೆಯಲು ಕೈ ಎತ್ತಿದ ನಿಮ್ಮ ನಡತೆ ಸರ್ಕಾರದ ಘನತೆಗೆ ತೀವ್ರ ಕೋಪ ತರುವುದಿಲ್ಲ, ನಿಮ್ಮ ಅಧಿಕಾರ ಅವಧಿ ಕೇವಲ 5 ವರ್ಷ. ಆದರೆ ಸರ್ಕಾರಿ ಅಧಿಕಾರಿ 60 ವರ್ಷದ ವಯಸ್ಸಿನವರೆಗೆ ಸೇವೆ ಸಲ್ಲಿಸುತ್ತಾರೆ. ಅಧಿಕಾರ ಯಾರಿಗೂ ಶಾಶ್ವತ ಅಲ್ಲ, ನಿಮ್ಮ ದುರ್ವರ್ತನೆ ಸರಿಯಲ್ಲ ಎಂದು ಜೆಡಿಎಸ್ ಕಿಡಿಕಾರಿದೆ. [704,664,940,743]
shikshana-intro [366,700,534,796]
section-rule [4,1044,698,1046]
person-figure [176,682,210,754]
page-number: 2 [4,1,30,42]
nandini-headline: ಉತ್ತರದ ಮಾರುಕಟ್ಟೆಗೂ ‘ನಂದಿನಿ ಲಗ್ಗೆ’ [734,84,910,100]
ugra-body: ಅಥವಾ ಮತ್ತೊಂದು ಬಿಚ್ಚಿಸಿದರು ಎಂಬುದು ನನಗೆ ಗೊತ್ತಿಲ್ಲ, ಆದ್ರೆ, ರಾಜಕಾರಣದಲ್ಲಿ ಧರ್ಮ ಬೆರೆಸುವ ಕೆಲಸ ಆಗಬಾರದು ಎಂದು ಸಚಿವ ಕೊಡಲಿ ಎಂದು ಹೇಳಿದರು. ಇಂಥ ಕೃತ್ಯವನ್ನು ನಾವೆಲ್ಲರೂ ಖಂಡಿಸುತ್ತೇವೆ. ಆಂತರಿಕ ಭದ್ರತೆ ವೈಫಲ್ಯದಿಂದ ನಡೆದ ದುರಂತದ ಬಗ್ಗೆ ಕೇಂದ್ರದ ಮೇಲೆ ತಪ್ಪೊಪ್ಪಿಕೊಳ್ಳಬೇಕು. ಇನ್ನು ಬಂದು ಜನರನ್ನು ಹೊಡೆದು ಬಿಸಾಕಿದ್ದನ್ನು ಬೆಂಬಲಿಸುವ ಧರ್ಮ ಕೇಳಿ ಕೊಡುವಂತಿದೆ ಎಂದರು. ಇಂತಹ ಕೃತ್ಯಕ್ಕೆ ಸಪೋರ್ಟ್ ಮಾಡುವುದು ಸರಿಯಲ್ಲ. ಆದರೆ, ಪಾಕಿಸ್ತಾನದ ಮೇಲೆ ಯುದ್ಧ ಮಾಡುವ ಬಗ್ಗೆ ಕೇಂದ್ರ ತೀರ್ಮಾನಿಸಬೇಕು. ಸರ್ವಪಕ್ಷ ಸಭೆ ನಡೆಸಿ ಸಮಾಲೋಚನೆ ಮಾಡಬೇಕು. ಹೀಗಾಗಿ ಮೀಡಿಯಾದವರ ತೀರ್ಮಾನದಿಂದ ಯುದ್ಧ ಬೇಡ ಎಂದರು. [704,1178,940,1268]
masthead-rule [0,44,945,47]
stage-table [548,752,684,772]
col-rule [548,1216,549,1516]
krishi-col1 [6,758,179,1040]
section-rule [4,627,698,629]
ambedkar-dateline: ಗುಂಡ್ಲುಪೇಟೆ: [186,1091,223,1102]
lead-col3: ರಲ್ಲಿದ್ದ ಸರಳತೆಯಿಂದ ಬರಲು ಸಾಧ್ಯವಾಗಿತ್ತು. ಬಡತನದಲ್ಲಿ ಸಂಕೋಚವಿಲ್ಲದೆ ಎಂಬ ಆದರ್ಶ ರಾಜ್‌ಕುಮಾರ್ ಚಿತ್ರಗಳಲ್ಲಿದೆ. ಅದನ್ನು ನಾವು ಅಳವಡಿಸಿಕೊಳ್ಳಬೇಕು ಎಂದರು. ಪ್ರಾಸ್ತಾವಿಕವಾಗಿ ಮಾತನಾಡಿ ಕೇಂದ್ರ ಸಾಹಿತ್ಯ ಅಕಾಡೆಮಿ ಸದಸ್ಯ ಡಾ. ಮಂಜುನಾಥ ನಿಲಯ ಸಂಗತಿ. ವೃತ್ತಿಜೀವ ಸಿನಿಮಾಗಳಲ್ಲಿ ಬದುಕಿನ ವೈಚಾರಿಕತೆ, ಸೈನಿಕನೀತಿ ಇಟ್ಟುವಂತಹದ್ದು, ಕ್ರೂರತ್ವವನ್ನು ವೈಭವೀಕರಿಸಲಾಗುತ್ತದೆ. ಜನರ ದೌರ್ಬಲ್ಯವನ್ನು ಬಂಡವಾಳವನ್ನಾಗಿಸುವ ವ್ಯಾಪಾರೀ ಮನೋಭಾವವನ್ನು ಬದಲಿಸಬೇಕು ಎಂದರು. ಮೇದರಲನೇ ಗೋಷ್ಠಿ ನಡೆಸಿಕೊಟ್ಟ ಖ್ಯಾತ ಸಾಹಿತಿ ಡಾ.ಮೈಸೂರು ಕೃಷ್ಣಮೂರ್ತಿ, ರಾಜ್‌ಕುಮಾರ್ ಕನ್ನಡ ಸಂವೇದನೆ ಕುರಿತು ಉಪನ್ಯಾಸ ನೀಡಿ ಅನಾದಿಕಾಲದ ಪ್ರತಿಭಾ ಹೊಸರೀತಿಯಲ್ಲಿ ಹೊತ್ತ ರಾಜ್‌ಕುಮಾರ್ ಅವರು ನಿರಾಳ ಪ್ರತಿಭೆಯ ವಿಶಾಲ ದೃಶ್ಯವೆಂದರೆ ತಪ್ಪಾಗಲಾರದು. ಅವರ ಪ್ರಾರಂಭಿಕ ಜೀವನ ಕಷ್ಟವಾಗಿದ್ದ ಸಂದರ್ಭದ ನೆರಳು ಪ್ರಯಾಣಮಾಗಿದೆ. ಸಾಕಷ್ಟು ವಿಷಯ ಅನುಭವಗಳಿಂದ ಸುದೀರ್ಘ ನಟನೆಯ ಮಾನದಂಡಗಳನ್ನು ಮೀರಿ ಬೆಳೆದ ರಾಜ್‌ಕುಮಾರ್ ಅವರು ಸಾಹಿತ್ಯ ಹಾಗೂ ಕಾದಂಬರಿ ಆಧಾರಿತ ಚಿತ್ರಗಳಿಗೆ ಜೀವ ತುಂಬಿ ಎಲ್ಲರೊಳಗೆ ಒಂದಾಗಿದ್ದರು ಎಂದು ಹೇಳಿದರು. [357,257,522,473]
ambedkar-headline: ಡಾ.ಅಂಬೇಡ್ಕರ್, ಡಾ.ಬಾಬು ಜಗಜೀವನ್‌ರಾಮ್ ಜಯಂತಿ [264,1052,616,1074]
section-rule [703,346,941,347]
event-banner-text: ಚಲನಚಿತ್ರ ನಟ ಟಿ.ಎಸ್. ನಾಗಾಭರಣ ಅಭಿಮತ | ನಮ್ಮೂರ ವರನಟ ವಿಚಾರ ಸಂಕಿರಣ [10,54,476,74]
nandini-body: ಇಲ್ಲಿಯವರೆಗೆ ಯಾವುದೇ ಕಂಪನಿಯು ಪ್ರಾರಂಭಿಸದ ವಿಶಿಷ್ಟ ಉತ್ಪನ್ನಗಳನ್ನು ಪರಿಚಯಿಸಲು ನಾವು ಕೆಲಸ ಮಾಡುತ್ತಿದ್ದೇವೆ. ವಿಸ್ತರಣೆಯಿಂದ ಪೂರೈಕೆಗೊಳ್ಳದ ಮಾರುಕಟ್ಟೆಯಲ್ಲಿ ನಾವೀನ್ಯತೆ ಮತ್ತು ವಿಭಿನ್ನತೆಯ ಮೇಲೆ ಬ್ರ್ಯಾಂಡ್ ಗಮನ ಹರಿಸಿದೆ. ಬೇಕರಿ ಮತ್ತು ಮಿಠಾಯಿ ವಿಭಾಗದ ಅಡಿಯಲ್ಲಿ ಕೇವಲ ಮೂರು ವಸ್ತುಗಳನ್ನು ಮಾತ್ರ ನಿಲ್ಲಿಸಲಾಗಿದ್ದು, ಸ್ಪೆಷ್ ಕೇಕ್‌ಗಳು, ಪೆಸ್ಟ್ರಿನ ಕೇಕ್‌ಗಳು, ಕಪ್ ಕೇಕ್, ಮಫಿನ್‌ಗಳು ಮತ್ತು ಹೆಪ್ಪುಗಟ್ಟುಗಳಂತಹ ಹೊಸ ಉತ್ಪನ್ನಗಳನ್ನು ಸೇರಿಸಲು ವಿಸ್ತರಿಸುತ್ತದೆ. ಈ ಉತ್ಪನ್ನಗಳ ಅಡಿಯಲ್ಲಿ ಒಟ್ಟು 22 ರೂಪಾಂತರಗಳು ಮತ್ತು ಫ್ಲೇವರ್‌ಗಳೊಂದಿಗೆ ಹೊರ ತರಲಿದೆ. ಕೆಎಂಎಫ್ ಪ್ರಸ್ತುತ ಬೇಕರಿ ಉತ್ಪನ್ನಗಳು ಕೇವಲ ಎಂಟು ದಿನಗಳ ಜೀವಿತಾವಧಿ ಹೊಂದಿದೆ. ಈಗ ನಾಲ್ಕು ತಿಂಗಳವರೆಗೆ ಶೆಲ್ಫ್ ಜೀವಿತಾವಧಿ ಹೊಂದಿರುವ ವಸ್ತುಗಳನ್ನು ತಯಾರಿಸುವತ್ತ ಗಮನ ಹರಿಸಲಾಗುತ್ತಿದೆ. ಇದರಿಂದ ಉತ್ಪನ್ನಗಳನ್ನು ಇತಾಮಸ್‌ ಮತ್ತು ತ್ವರಿತ ವಿತರಣೆ ನೀಡಲು ಸಹಕಾರಿ ಆಗಿದೆ ಎಂದು ತಿಳಿಸಿದ್ದಾರೆ. [704,104,940,229]
person-figure [126,686,160,754]
lead-headline: ಕನ್ನಡದ ಅಸ್ಮಿತೆ ಸಾಕಾರಗೊಳಿಸಿದ ಡಾ.ರಾಜ್‌ಕುಮಾರ್ [4,87,472,120]
person-figure [420,1120,454,1212]
person-figure [76,682,110,754]
event-banner [4,48,694,80]
